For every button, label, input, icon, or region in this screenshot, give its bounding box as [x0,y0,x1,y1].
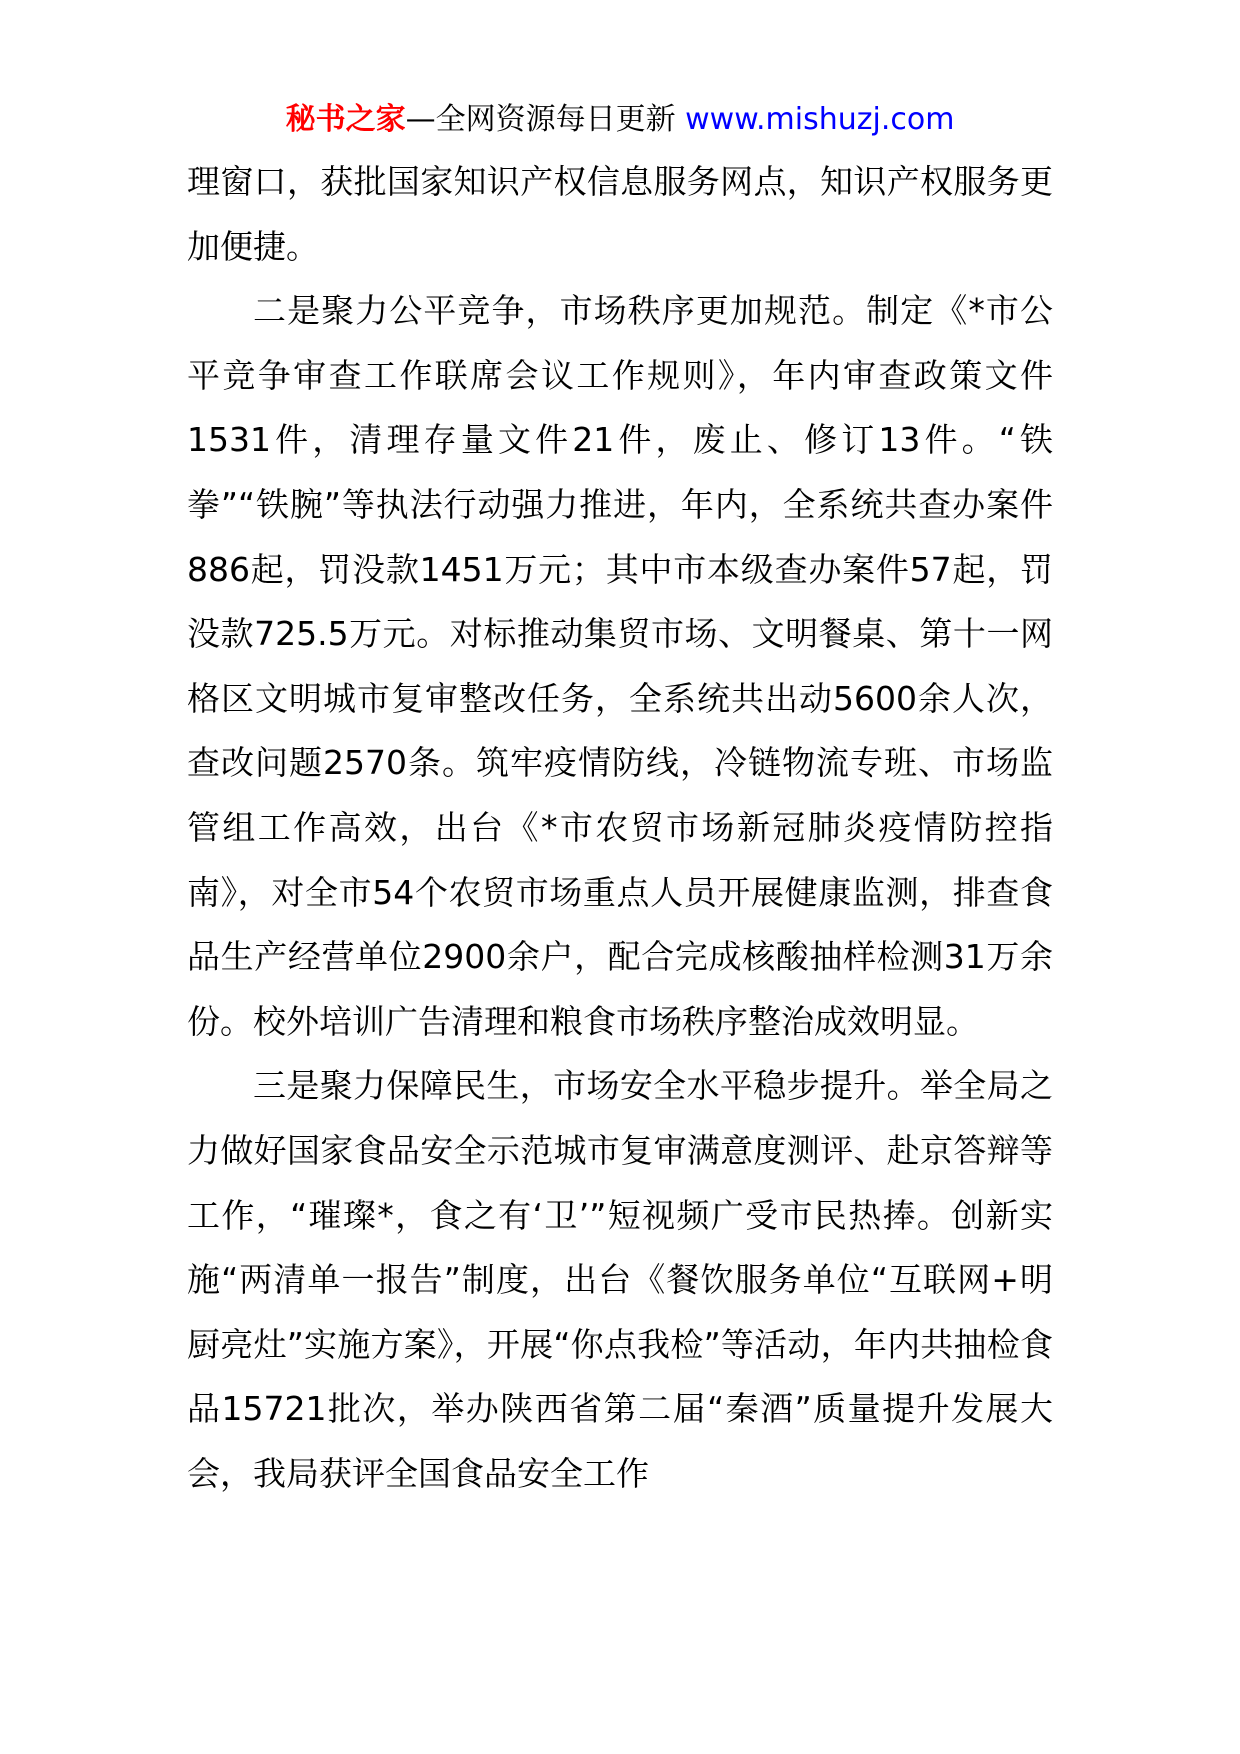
paragraph-continuation: 理窗口，获批国家知识产权信息服务网点，知识产权服务更加便捷。 [187,162,1053,266]
header-tagline: —全网资源每日更新 [405,102,686,137]
site-url-link[interactable]: www.mishuzj.com [685,102,955,137]
brand-name: 秘书之家 [285,102,406,137]
document-body [187,150,1053,1506]
page-header [0,100,1240,140]
paragraph-livelihood-safety: 三是聚力保障民生，市场安全水平稳步提升。举全局之力做好国家食品安全示范城市复审满意度测评、赴京答辩等工作，“璀璨*，食之有‘卫’”短视频广受市民热捧。创新实施“两清单一报告”制度，出台《餐饮服务单位“互联网+明厨亮灶”实施方案》，开展“你点我检”等活动，年内共抽检食品15721批次，举办陕西省第二届“秦酒”质量提升发展大会，我局获评全国食品安全工作 [187,1066,1053,1493]
paragraph-fair-competition: 二是聚力公平竞争，市场秩序更加规范。制定《*市公平竞争审查工作联席会议工作规则》，年内审查政策文件1531件，清理存量文件21件，废止、修订13件。“铁拳”“铁腕”等执法行动强力推进，年内，全系统共查办案件886起，罚没款1451万元；其中市本级查办案件57起，罚没款725.5万元。对标推动集贸市场、文明餐桌、第十一网格区文明城市复审整改任务，全系统共出动5600余人次，查改问题2570条。筑牢疫情防线，冷链物流专班、市场监管组工作高效，出台《*市农贸市场新冠肺炎疫情防控指南》，对全市54个农贸市场重点人员开展健康监测，排查食品生产经营单位2900余户，配合完成核酸抽样检测31万余份。校外培训广告清理和粮食市场秩序整治成效明显。 [187,291,1053,1041]
